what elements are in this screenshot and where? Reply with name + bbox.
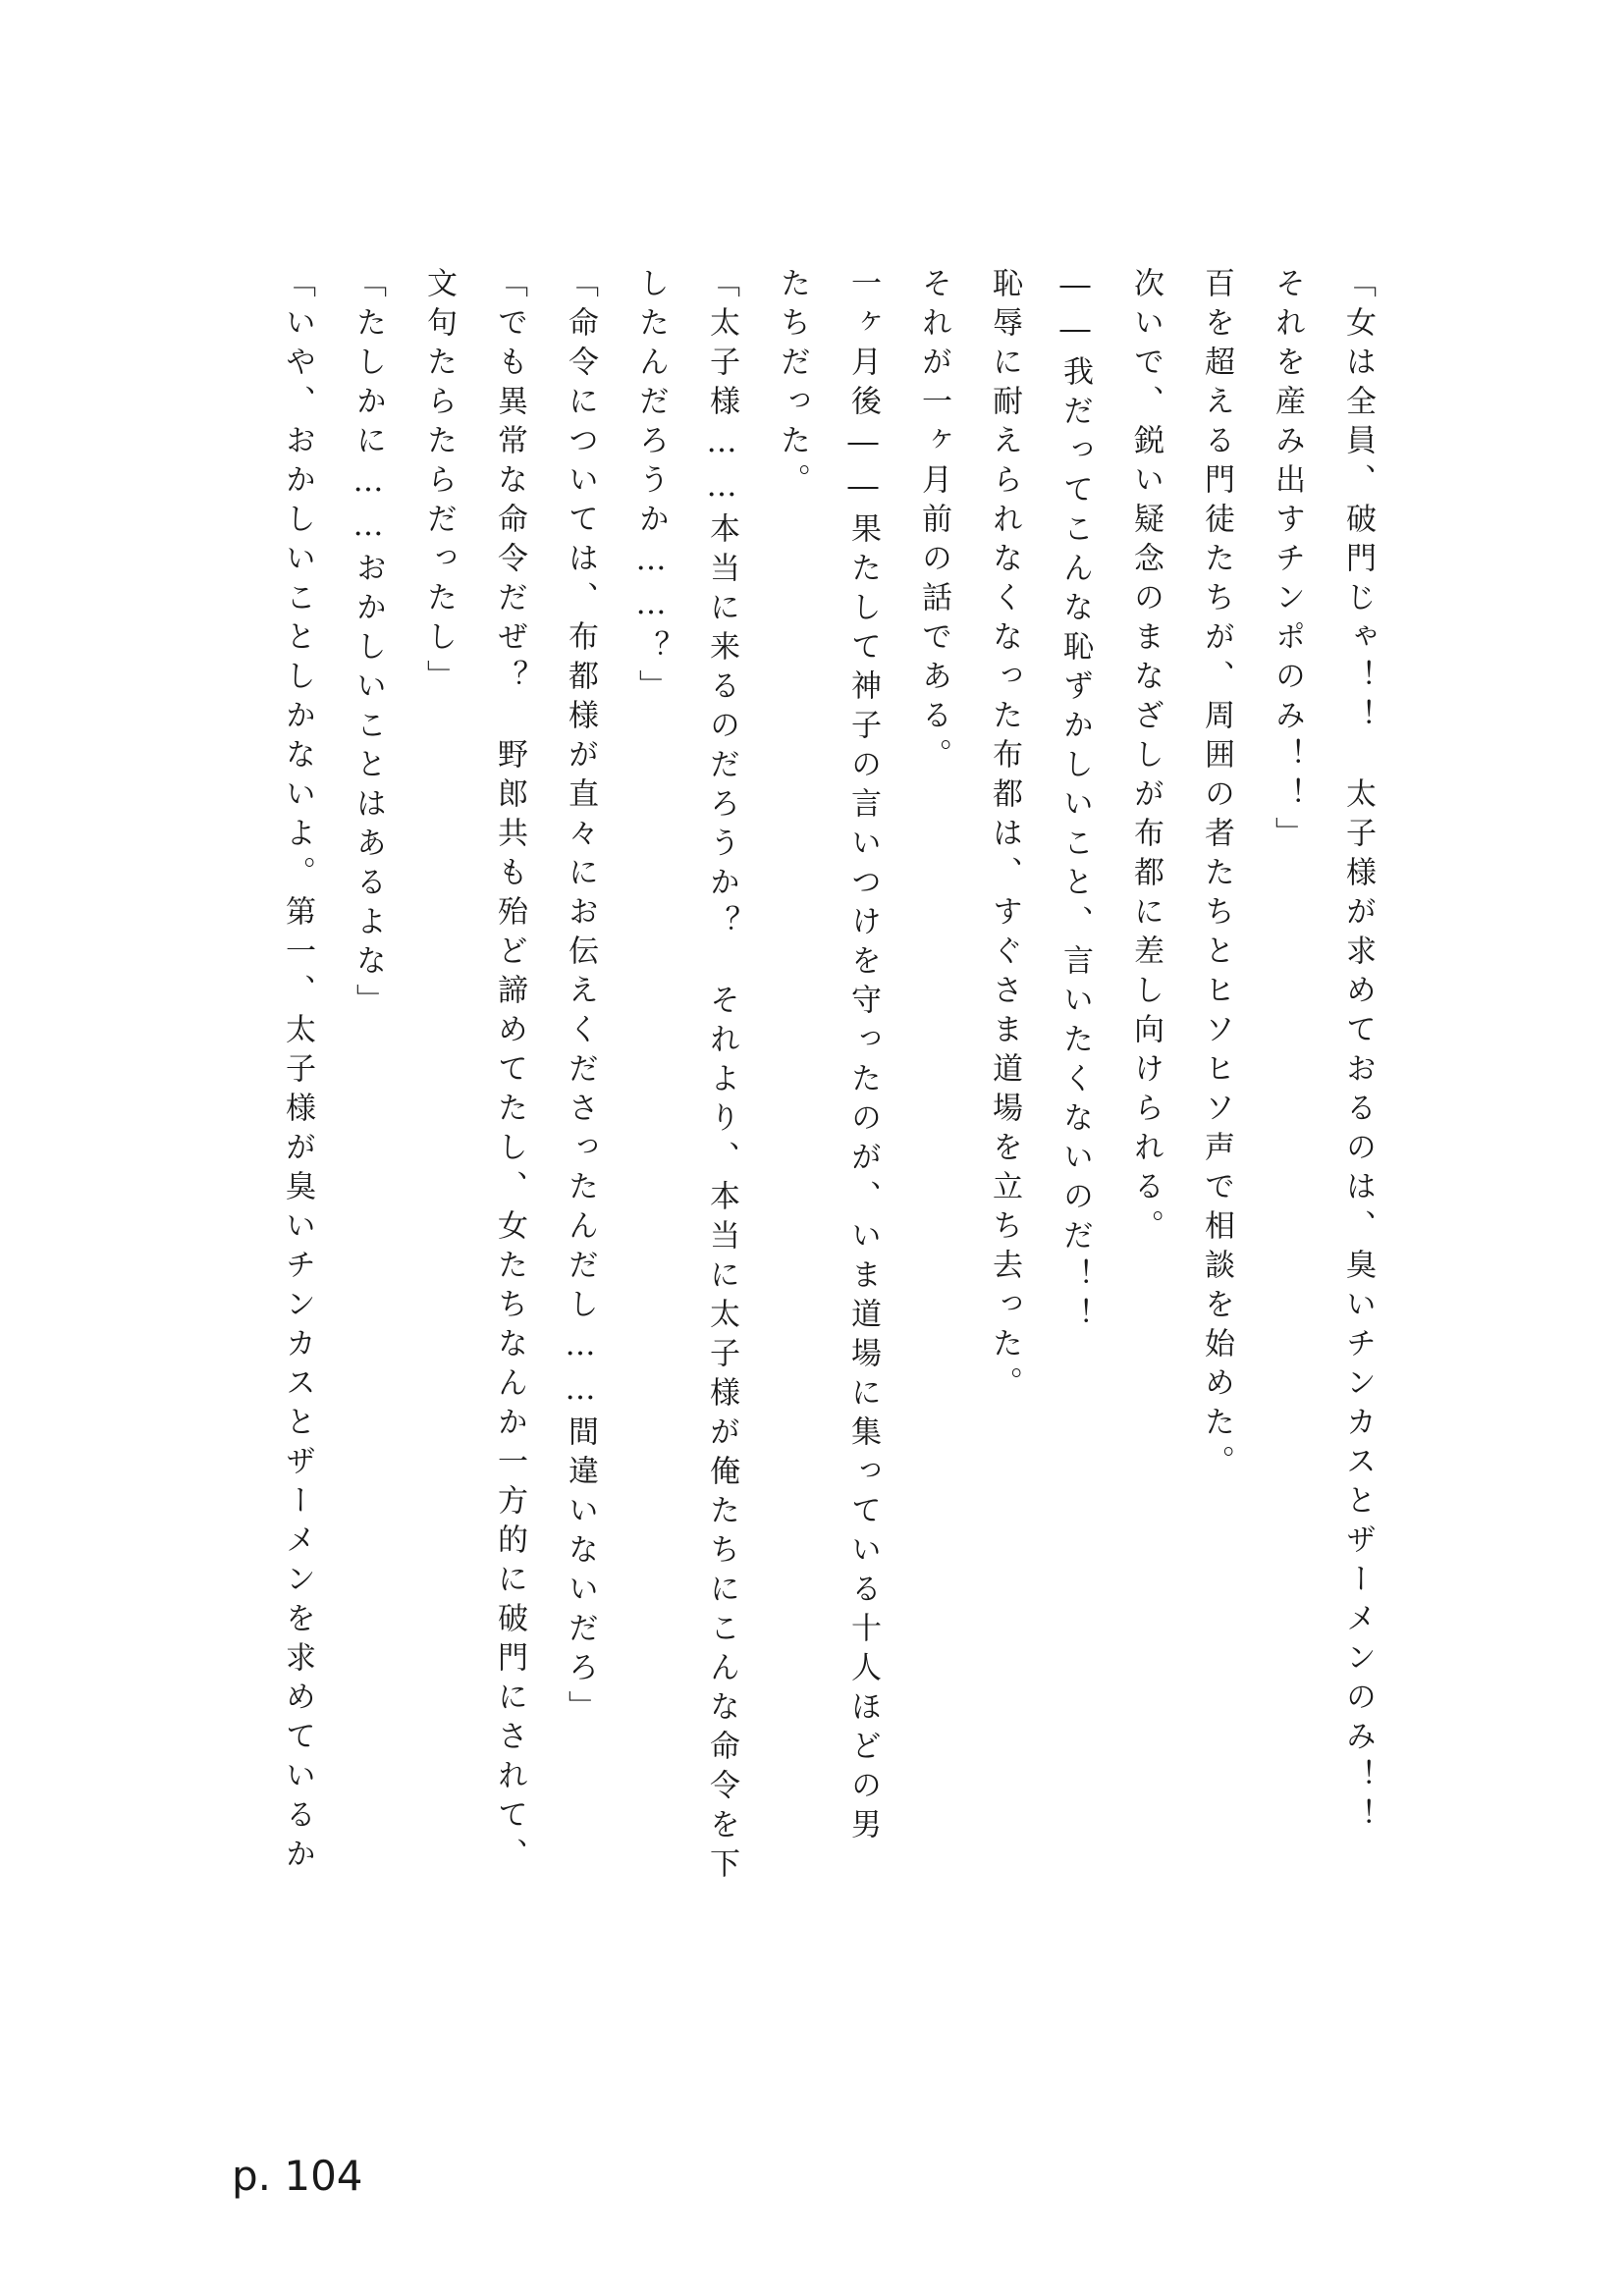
text-line: 百を超える門徒たちが、周囲の者たちとヒソヒソ声で相談を始めた。	[1199, 267, 1234, 1484]
text-line: 「でも異常な命令だぜ？ 野郎共も殆ど諦めてたし、女たちなんか一方的に破門にされて、	[492, 267, 527, 1877]
text-line: 「たしかに……おかしいことはあるよな」	[351, 267, 386, 1023]
text-line: 「女は全員、破門じゃ！！ 太子様が求めておるのは、臭いチンカスとザーメンのみ！！	[1340, 267, 1376, 1838]
text-line: それが一ヶ月前の話である。	[916, 267, 951, 777]
page-number: p. 104	[232, 2152, 363, 2200]
text-line: それを産み出すチンポのみ！！」	[1270, 267, 1305, 856]
text-line: ――我だってこんな恥ずかしいこと、言いたくないのだ！！	[1057, 267, 1093, 1337]
text-line: たちだった。	[775, 267, 810, 503]
body-text	[262, 267, 1393, 2112]
text-line: 「いや、おかしいことしかないよ。第一、太子様が臭いチンカスとザーメンを求めているか	[280, 267, 315, 1877]
text-line: 「命令については、布都様が直々にお伝えくださったんだし……間違いないだろ」	[563, 267, 598, 1730]
text-line: 次いで、鋭い疑念のまなざしが布都に差し向けられる。	[1128, 267, 1164, 1249]
text-line: したんだろうか……？」	[633, 267, 669, 709]
text-line: 「太子様……本当に来るのだろうか？ それより、本当に太子様が俺たちにこんな命令を下	[704, 267, 739, 1887]
text-line: 一ヶ月後――果たして神子の言いつけを守ったのが、いま道場に集っている十人ほどの男	[845, 267, 881, 1847]
text-line: 恥辱に耐えられなくなった布都は、すぐさま道場を立ち去った。	[987, 267, 1022, 1406]
text-line: 文句たらたらだったし」	[421, 267, 457, 699]
